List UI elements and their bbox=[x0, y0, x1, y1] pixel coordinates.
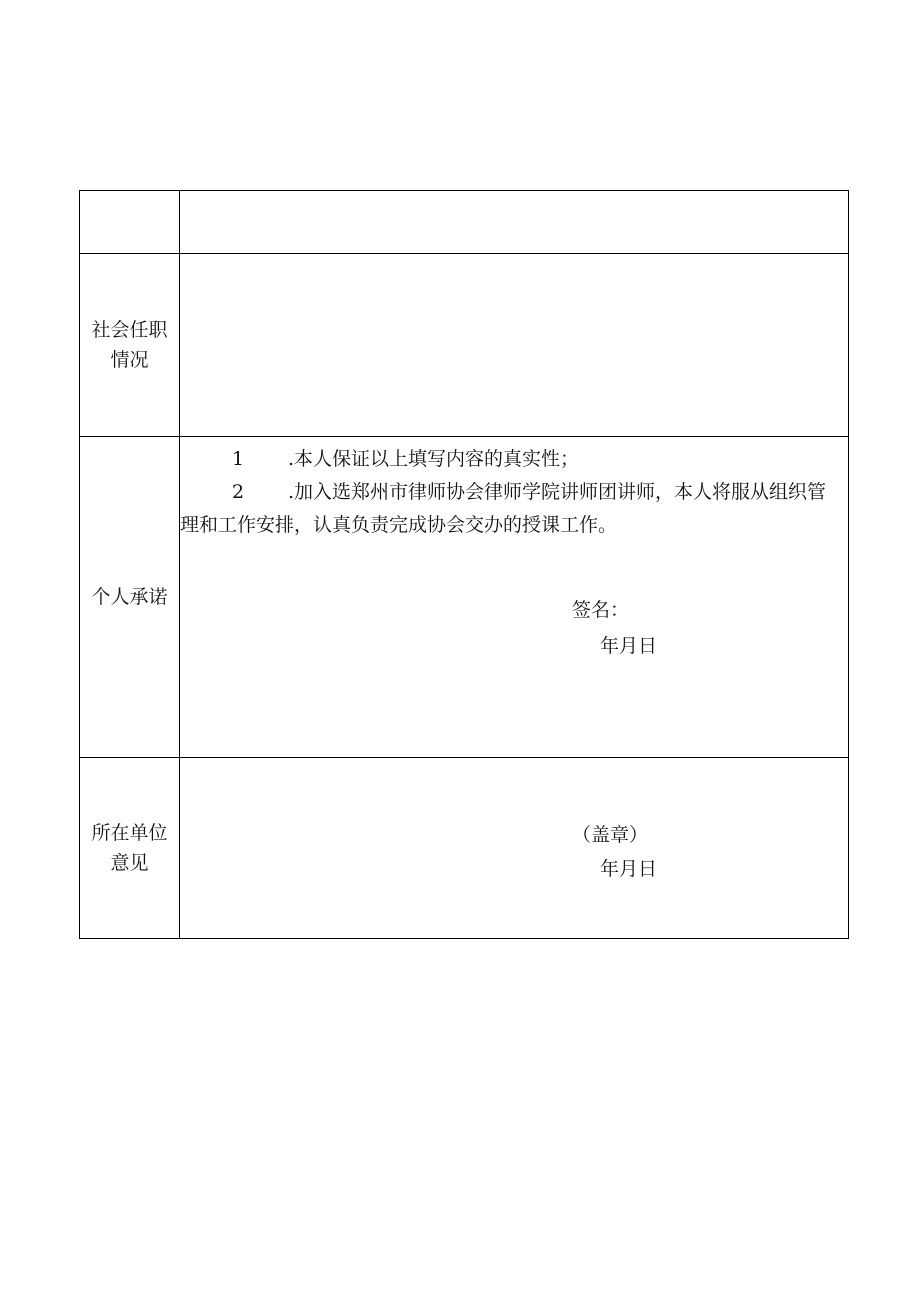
form-row-personal-promise bbox=[80, 437, 849, 758]
content-cell-empty bbox=[180, 191, 849, 254]
promise-item bbox=[180, 476, 842, 542]
promise-list bbox=[180, 443, 842, 542]
personal-promise-content bbox=[180, 437, 849, 758]
label-line: 社会任职 bbox=[91, 319, 168, 341]
stamp-label: （盖章） bbox=[572, 824, 649, 846]
personal-promise-label bbox=[80, 437, 180, 758]
promise-date-label: 年月日 bbox=[600, 635, 658, 657]
form-row-top bbox=[80, 191, 849, 254]
unit-opinion-label bbox=[80, 758, 180, 939]
promise-item bbox=[180, 443, 842, 476]
label-line: 情况 bbox=[110, 349, 149, 371]
form-row-social-positions bbox=[80, 254, 849, 437]
social-positions-label bbox=[80, 254, 180, 437]
label-line: 意见 bbox=[110, 852, 149, 874]
label-cell-empty bbox=[80, 191, 180, 254]
promise-text: .加入选郑州市律师协会律师学院讲师团讲师，本人将服从组织管理和工作安排，认真负责完成协会交办的授课工作。 bbox=[180, 481, 827, 536]
promise-number: 2 bbox=[232, 481, 245, 503]
form-row-unit-opinion bbox=[80, 758, 849, 939]
application-form-table bbox=[79, 190, 849, 939]
unit-opinion-content bbox=[180, 758, 849, 939]
promise-number: 1 bbox=[232, 448, 245, 470]
promise-text: .本人保证以上填写内容的真实性； bbox=[288, 448, 580, 470]
social-positions-field[interactable] bbox=[180, 254, 849, 437]
label-line: 个人承诺 bbox=[91, 586, 168, 608]
label-line: 所在单位 bbox=[91, 822, 168, 844]
unit-date-label: 年月日 bbox=[600, 858, 658, 880]
signature-label: 签名： bbox=[572, 599, 630, 621]
